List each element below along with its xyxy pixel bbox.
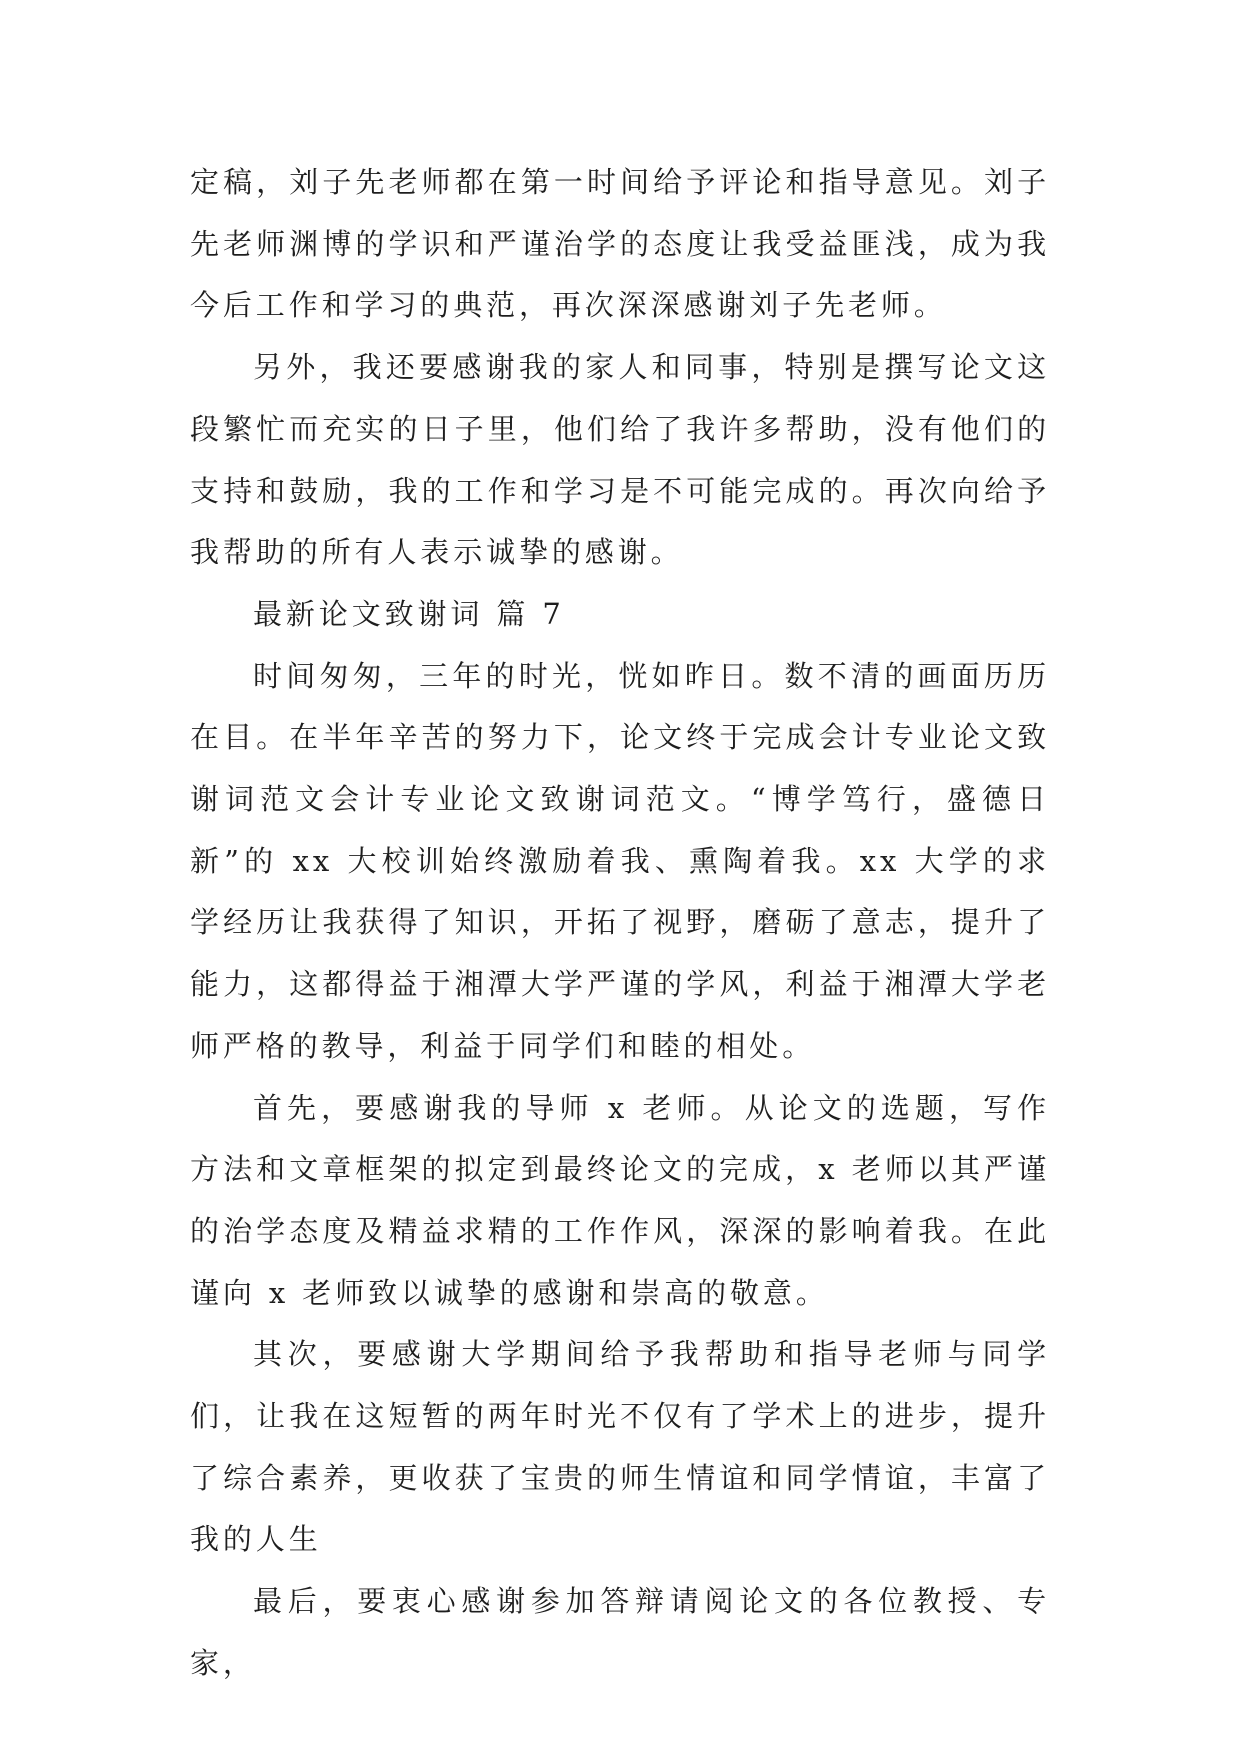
paragraph-thanks-teachers-classmates: 其次，要感谢大学期间给予我帮助和指导老师与同学们，让我在这短暂的两年时光不仅有了学术上的进步，提升了综合素养，更收获了宝贵的师生情谊和同学情谊，丰富了我的人生 [190, 1337, 1050, 1557]
paragraph-thanks-professors: 最后，要衷心感谢参加答辩请阅论文的各位教授、专家， [190, 1584, 1050, 1680]
paragraph-continuation: 定稿，刘子先老师都在第一时间给予评论和指导意见。刘子先老师渊博的学识和严谨治学的态度让我受益匪浅，成为我今后工作和学习的典范，再次深深感谢刘子先老师。 [190, 165, 1050, 323]
paragraph-time-flies: 时间匆匆，三年的时光，恍如昨日。数不清的画面历历在目。在半年辛苦的努力下，论文终于完成会计专业论文致谢词范文会计专业论文致谢词范文。“博学笃行，盛德日新”的 xx 大校训始终激励着我、熏陶着我。xx 大学的求学经历让我获得了知识，开拓了视野，磨砺了意志，提升了能力，这都得益于湘潭大学严谨的学风，利益于湘潭大学老师严格的教导，利益于同学们和睦的相处。 [190, 658, 1050, 1063]
document-body [190, 152, 1050, 1695]
section-heading: 最新论文致谢词 篇 7 [253, 596, 565, 631]
paragraph-family-thanks: 另外，我还要感谢我的家人和同事，特别是撰写论文这段繁忙而充实的日子里，他们给了我许多帮助，没有他们的支持和鼓励，我的工作和学习是不可能完成的。再次向给予我帮助的所有人表示诚挚的感谢。 [190, 350, 1050, 570]
paragraph-thanks-advisor: 首先，要感谢我的导师 x 老师。从论文的选题，写作方法和文章框架的拟定到最终论文的完成，x 老师以其严谨的治学态度及精益求精的工作作风，深深的影响着我。在此谨向 x 老师致以诚挚的感谢和崇高的敬意。 [190, 1090, 1050, 1310]
